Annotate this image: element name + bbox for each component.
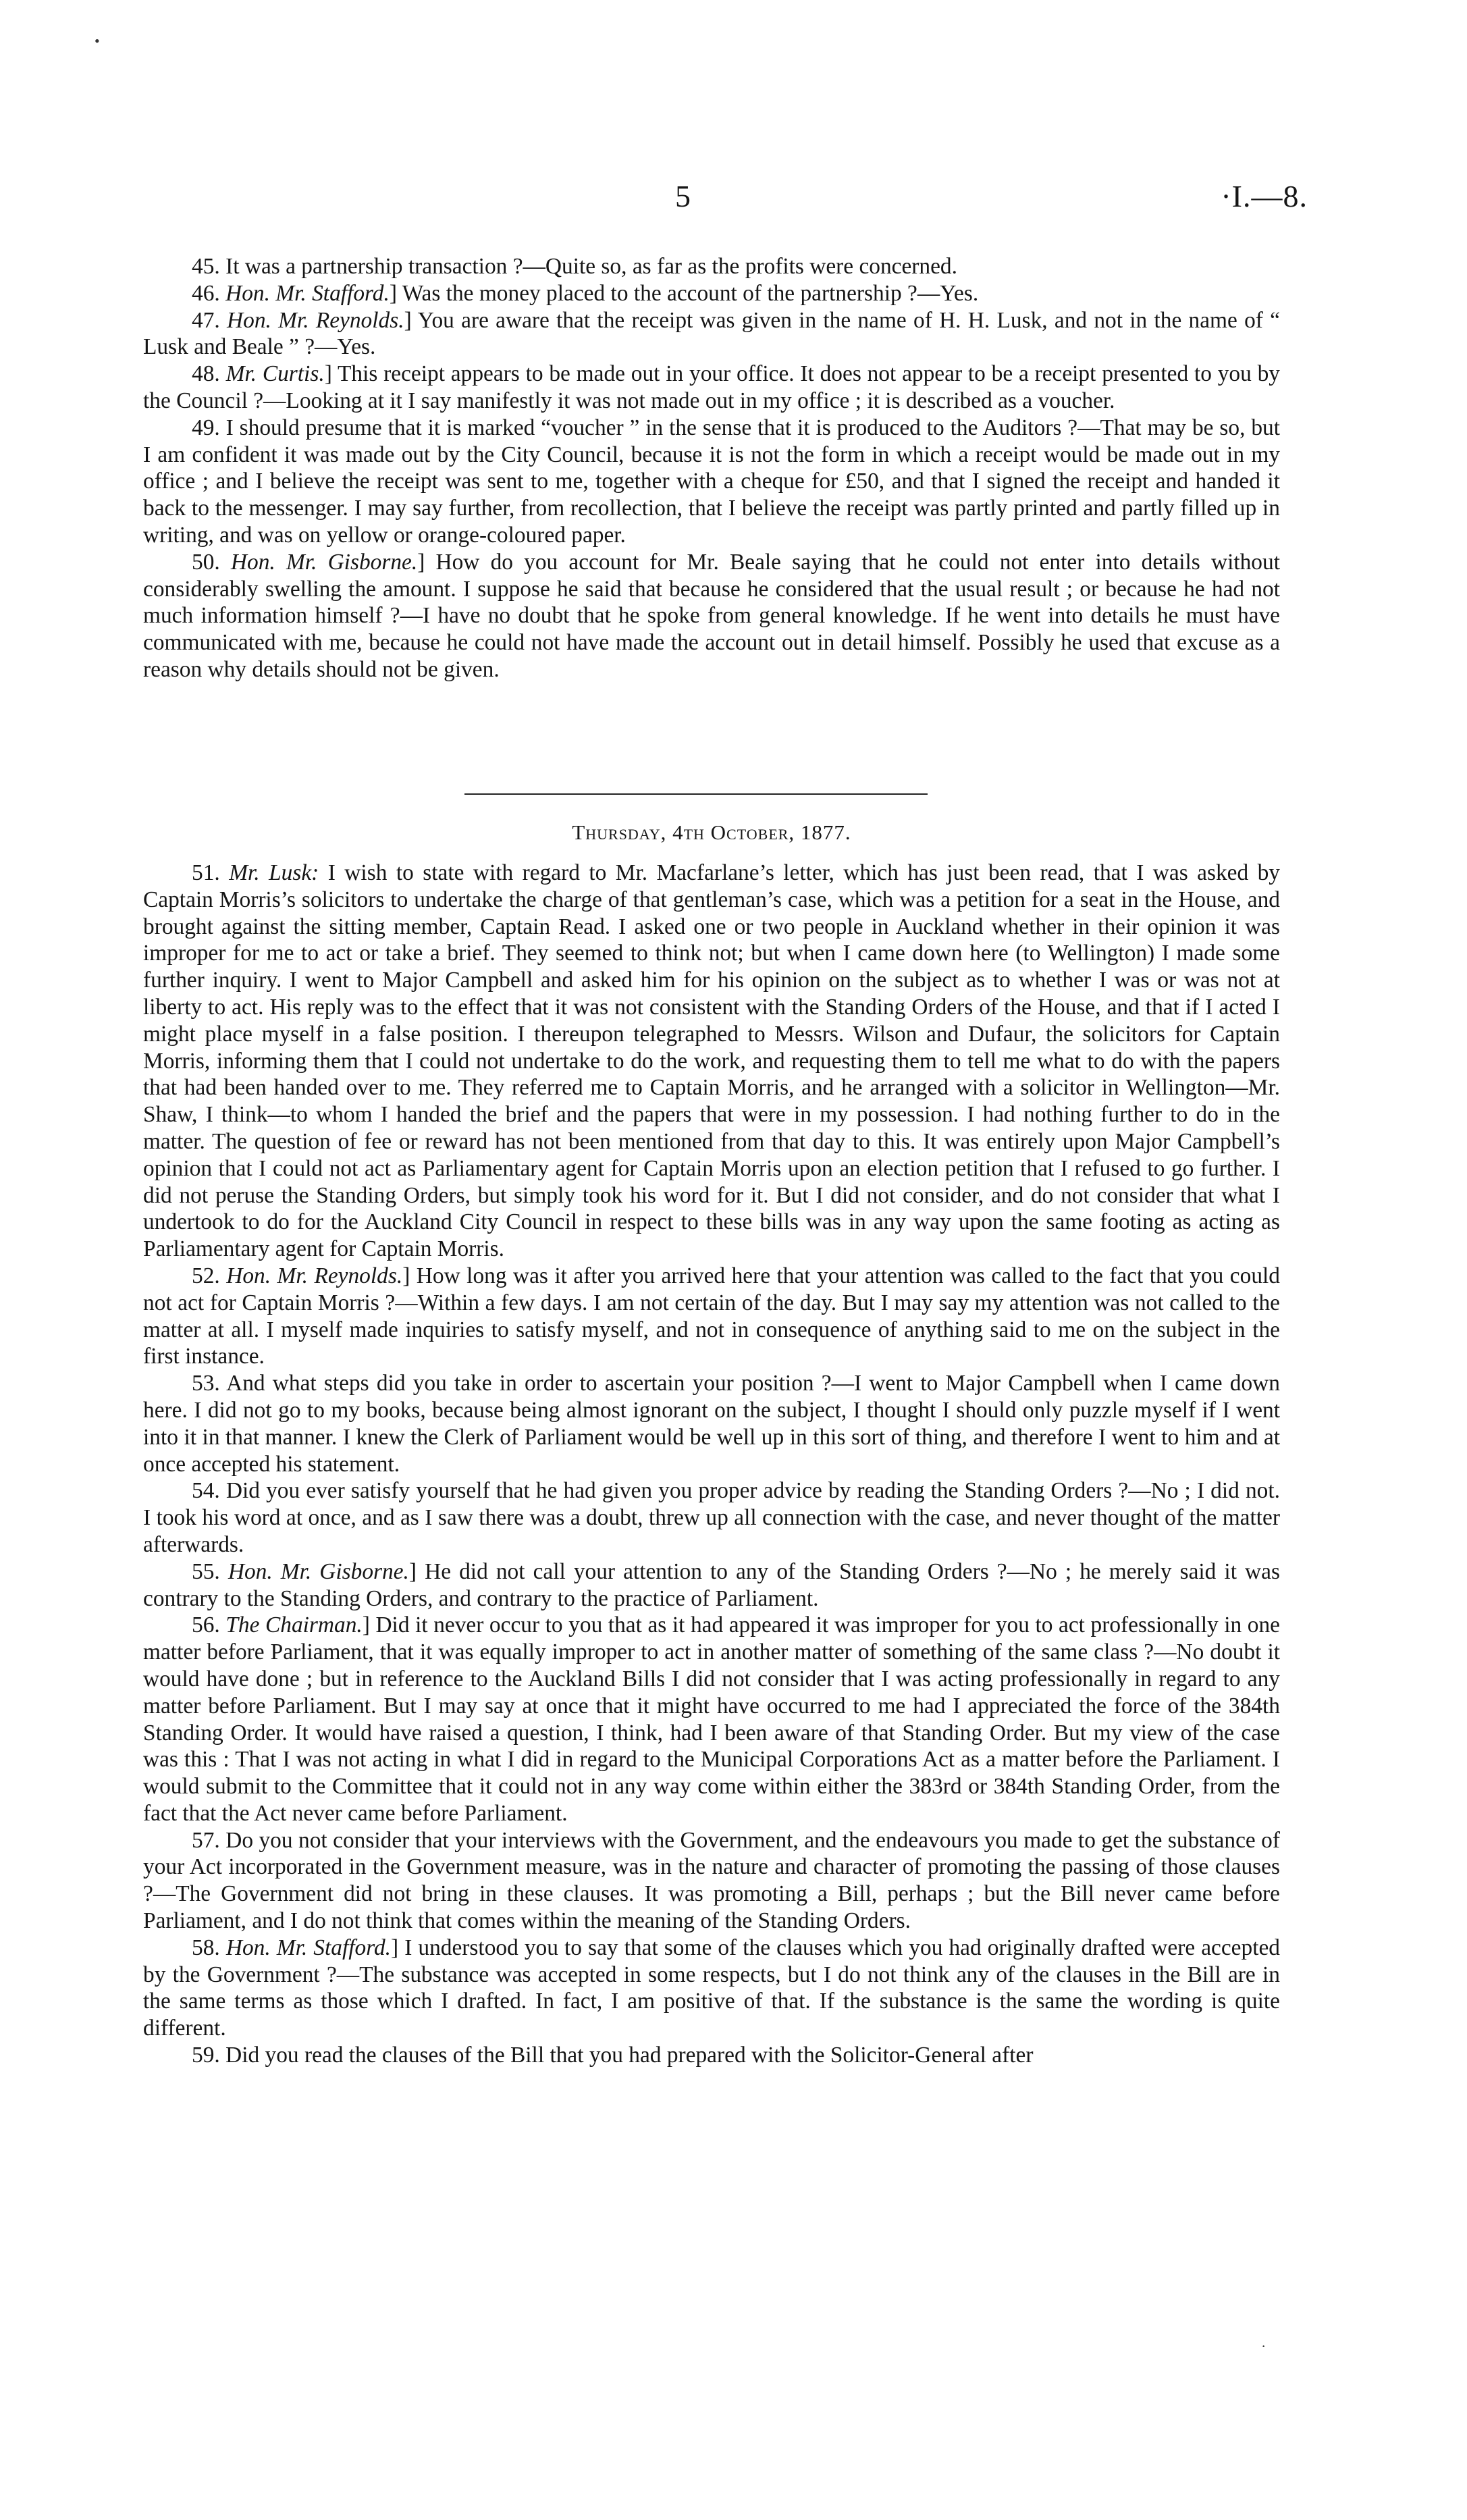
- question-number: 48.: [192, 361, 220, 387]
- speaker-name: Hon. Mr. Stafford.: [225, 280, 390, 306]
- question-number: 58.: [192, 1935, 220, 1960]
- paragraph-text: Did you ever satisfy yourself that he had given you proper advice by reading the Standing Orders ?—No ; I did not. I took his word at once, and as I saw there was a doubt, threw up all connection with the case, and never thought of the matter afterwards.: [143, 1478, 1280, 1557]
- paragraph-text: Do you not consider that your interviews with the Government, and the endeavours you made to get the substance of your Act incorporated in the Government measure, was in the nature and character of promoting the passing of those clauses ?—The Government did not bring in these clauses. It was promoting a Bill, perhaps ; but the Bill never came before Parliament, and I do not think that comes within the meaning of the Standing Orders.: [143, 1827, 1280, 1934]
- question-paragraph: [143, 549, 1280, 683]
- question-paragraph: [143, 1370, 1280, 1477]
- question-paragraph: [143, 1263, 1280, 1370]
- paragraph-text: ] I understood you to say that some of the clauses which you had originally drafted were accepted by the Government ?—The substance was accepted in some respects, but I do not think any of the clauses in the Bill are in the same terms as those which I drafted. In fact, I am positive of that. If the substance is the same the wording is quite different.: [143, 1935, 1280, 2041]
- paragraph-text: ] He did not call your attention to any of the Standing Orders ?—No ; he merely said it was contrary to the Standing Orders, and contrary to the practice of Parliament.: [143, 1558, 1280, 1611]
- paragraph-text: ] How long was it after you arrived here that your attention was called to the fact that you could not act for Captain Morris ?—Within a few days. I am not certain of the day. But I may say my attention was not called to the matter at all. I myself made inquiries to satisfy myself, and not in consequence of anything said to me on the subject in the first instance.: [143, 1263, 1280, 1369]
- paragraph-text: ] You are aware that the receipt was given in the name of H. H. Lusk, and not in the name of “ Lusk and Beale ” ?—Yes.: [143, 307, 1280, 360]
- paragraph-text: ] This receipt appears to be made out in your office. It does not appear to be a receipt presented to you by the Council ?—Looking at it I say manifestly it was not made out in my office ; it is described as a voucher.: [143, 361, 1280, 413]
- page-number: 5: [675, 179, 691, 213]
- question-paragraph: [143, 1827, 1280, 1935]
- paragraph-text: ] Was the money placed to the account of the partnership ?—Yes.: [389, 280, 979, 306]
- question-paragraph: [143, 1558, 1280, 1612]
- paragraph-text: Did you read the clauses of the Bill that you had prepared with the Solicitor-General after: [225, 2043, 1034, 2068]
- question-number: 45.: [192, 254, 220, 279]
- question-number: 57.: [192, 1827, 220, 1853]
- speaker-name: Mr. Curtis.: [225, 361, 325, 387]
- speaker-name: Mr. Lusk:: [229, 860, 319, 885]
- speaker-name: Hon. Mr. Reynolds.: [227, 307, 404, 333]
- speaker-name: Hon. Mr. Reynolds.: [226, 1263, 403, 1288]
- question-number: 55.: [192, 1558, 220, 1584]
- question-paragraph: [143, 280, 1280, 307]
- question-paragraph: [143, 2042, 1280, 2069]
- bottom-mark: ·: [1261, 2338, 1266, 2355]
- speaker-name: Hon. Mr. Stafford.: [225, 1935, 392, 1960]
- question-paragraph: [143, 415, 1280, 549]
- question-number: 56.: [192, 1612, 220, 1638]
- question-number: 54.: [192, 1478, 220, 1504]
- speaker-name: The Chairman.: [225, 1612, 363, 1638]
- paragraph-text: ] Did it never occur to you that as it had appeared it was improper for you to act professionally in one matter before Parliament, that it was equally improper to act in another matter of something of the same class ?—No doubt it would have done ; but in reference to the Auckland Bills I did not consider that I was acting professionally in regard to any matter before Parliament. But I may say at once that it might have occurred to me had I appreciated the force of the 384th Standing Order. It would have raised a question, I think, had I been aware of that Standing Order. But my view of the case was this : That I was not acting in what I did in regard to the Municipal Corporations Act as a matter before the Parliament. I would submit to the Committee that it could not in any way come within either the 383rd or 384th Standing Order, from the fact that the Act never came before Parliament.: [143, 1612, 1281, 1826]
- question-paragraph: [143, 361, 1280, 415]
- speaker-name: Hon. Mr. Gisborne.: [228, 1558, 409, 1584]
- document-reference: ·I.—8.: [1221, 179, 1308, 213]
- paragraph-text: I wish to state with regard to Mr. Macfarlane’s letter, which has just been read, that I was asked by Captain Morris’s solicitors to undertake the charge of that gentleman’s case, which was a petition for a seat in the House, and brought against the sitting member, Captain Read. I asked one or two people in Auckland whether in their opinion it was improper for me to act or take a brief. They seemed to think not; but when I came down here (to Wellington) I made some further inquiry. I went to Major Campbell and asked him for his opinion on the subject as to whether I was or was not at liberty to act. His reply was to the effect that it was not consistent with the Standing Orders of the House, and that if I acted I might place myself in a false position. I thereupon telegraphed to Messrs. Wilson and Dufaur, the solicitors for Captain Morris, informing them that I could not undertake to do the work, and requesting them to tell me what to do with the papers that had been handed over to me. They referred me to Captain Morris, and he arranged with a solicitor in Wellington—Mr. Shaw, I think—to whom I handed the brief and the papers that were in my possession. I had nothing further to do in the matter. The question of fee or reward has not been mentioned from that day to this. It was entirely upon Major Campbell’s opinion that I could not act as Parliamentary agent for Captain Morris upon an election petition that I refused to go further. I did not peruse the Standing Orders, but simply took his word for it. But I did not consider, and do not consider that what I undertook to do for the Auckland City Council in respect to these bills was in any way upon the same footing as acting as Parliamentary agent for Captain Morris.: [143, 860, 1280, 1262]
- top-dot-mark: •: [95, 32, 100, 49]
- evidence-section-2: [143, 860, 1280, 2069]
- question-number: 50.: [192, 549, 220, 575]
- question-number: 46.: [192, 280, 220, 306]
- question-number: 52.: [192, 1263, 220, 1288]
- paragraph-text: I should presume that it is marked “voucher ” in the sense that it is produced to the Auditors ?—That may be so, but I am confident it was made out by the City Council, because it is not the form in which a receipt would be made out in my office ; and I believe the receipt was sent to me, together with a cheque for £50, and that I signed the receipt and handed it back to the messenger. I may say further, from recollection, that I believe the receipt was partly printed and partly filled up in writing, and was on yellow or orange-coloured paper.: [143, 415, 1280, 548]
- question-paragraph: [143, 253, 1280, 280]
- question-paragraph: [143, 860, 1280, 1263]
- question-number: 51.: [192, 860, 220, 885]
- question-number: 49.: [192, 415, 220, 440]
- speaker-name: Hon. Mr. Gisborne.: [230, 549, 418, 575]
- paragraph-text: And what steps did you take in order to ascertain your position ?—I went to Major Campbell when I came down here. I did not go to my books, because being almost ignorant on the subject, I thought I should only puzzle myself if I went into it in that manner. I knew the Clerk of Parliament would be well up in this sort of thing, and therefore I went to him and at once accepted his statement.: [143, 1371, 1280, 1477]
- date-heading: Thursday, 4th October, 1877.: [572, 820, 851, 844]
- paragraph-text: It was a partnership transaction ?—Quite so, as far as the profits were concerned.: [225, 254, 957, 279]
- question-paragraph: [143, 307, 1280, 361]
- question-paragraph: [143, 1935, 1280, 2042]
- evidence-section-1: [143, 253, 1280, 683]
- section-divider: [464, 793, 928, 795]
- question-number: 53.: [192, 1371, 220, 1396]
- paragraph-text: ] How do you account for Mr. Beale saying that he could not enter into details without considerably swelling the amount. I suppose he said that because he considered that the usual result ; or because he had not much information himself ?—I have no doubt that he spoke from general knowledge. If he went into details he must have communicated with me, because he could not have made the account out in detail himself. Possibly he used that excuse as a reason why details should not be given.: [143, 549, 1280, 682]
- question-number: 59.: [192, 2043, 220, 2068]
- question-paragraph: [143, 1477, 1280, 1558]
- question-paragraph: [143, 1612, 1280, 1827]
- question-number: 47.: [192, 307, 220, 333]
